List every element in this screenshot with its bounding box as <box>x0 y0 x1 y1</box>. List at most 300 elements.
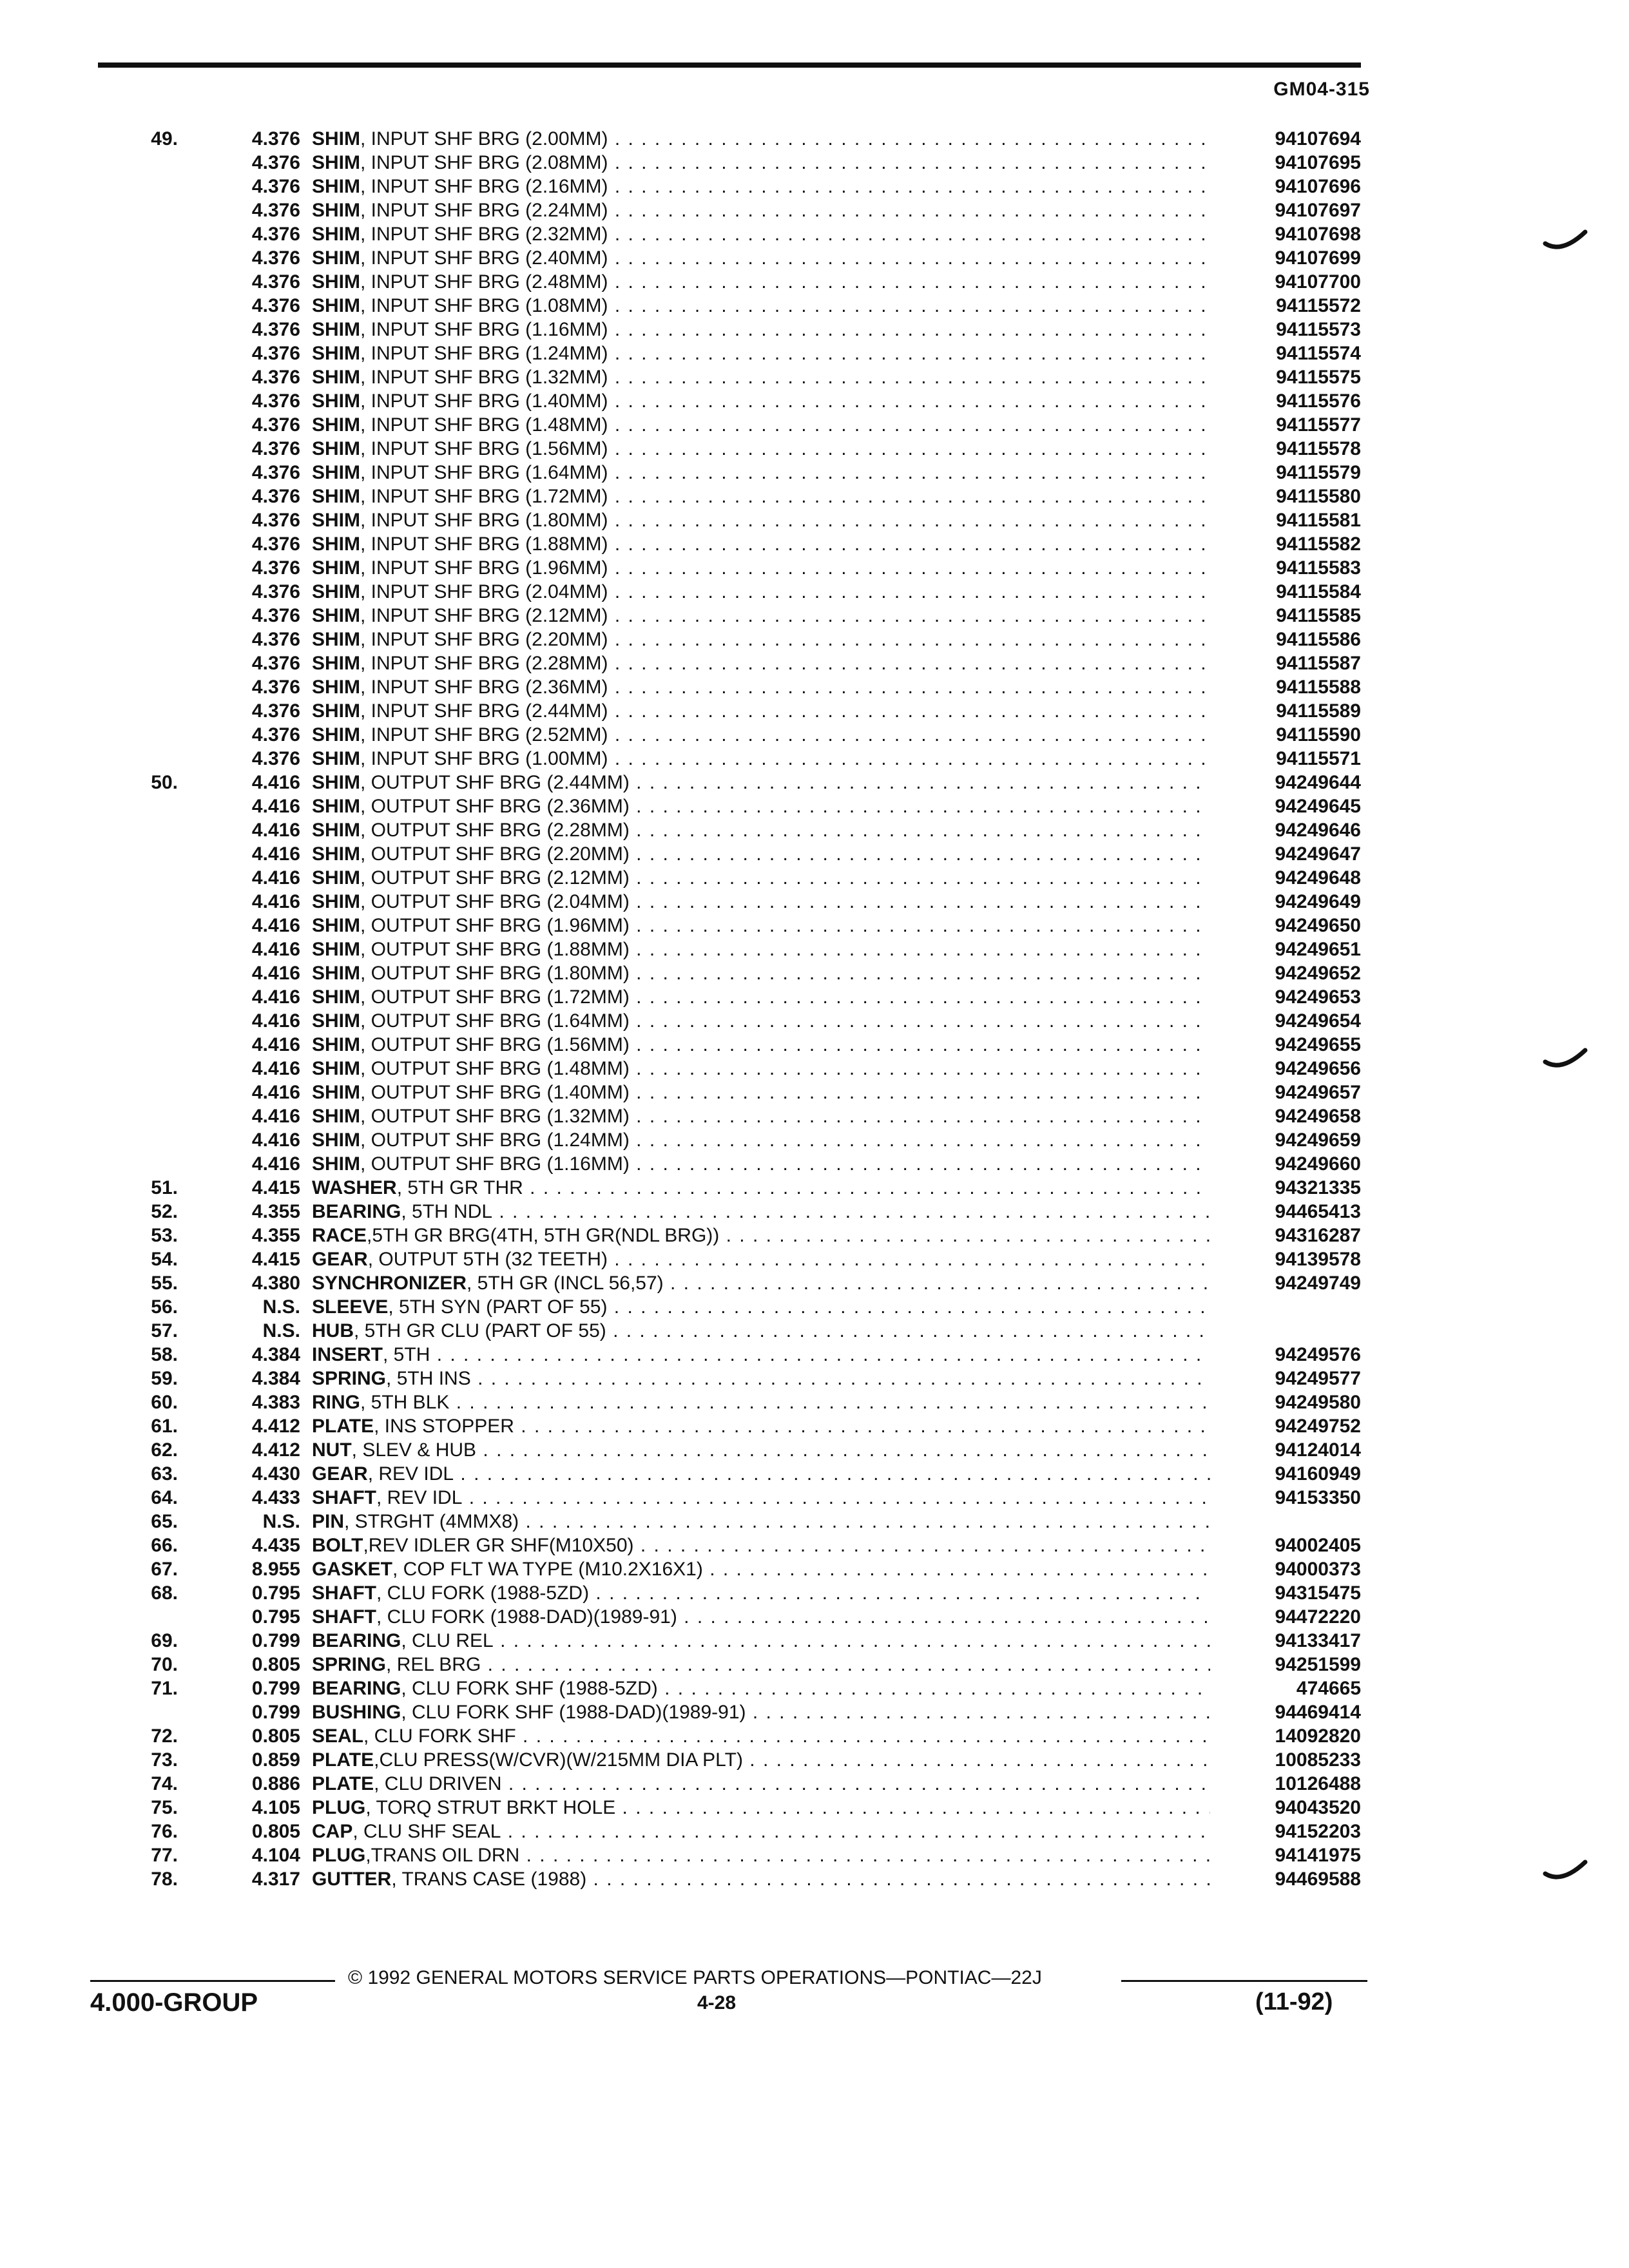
parts-row <box>129 1367 1361 1390</box>
top-rule <box>98 62 1361 68</box>
parts-row <box>129 365 1361 389</box>
group-number: 4.416 <box>251 772 300 793</box>
part-number: 94141975 <box>1275 1845 1361 1866</box>
part-detail: , 5TH GR (INCL 56,57) <box>467 1273 664 1294</box>
footer-date: (11-92) <box>1255 1988 1333 2015</box>
part-detail: , OUTPUT SHF BRG (1.40MM) <box>360 1082 630 1103</box>
part-detail: , OUTPUT SHF BRG (2.20MM) <box>360 843 630 865</box>
part-name: SHIM <box>312 581 360 602</box>
part-description <box>312 175 1210 198</box>
group-number: 4.376 <box>251 414 300 436</box>
part-number: 94249659 <box>1275 1129 1361 1151</box>
parts-row <box>129 794 1361 818</box>
group-number: 0.859 <box>251 1749 300 1771</box>
part-name: BEARING <box>312 1678 401 1699</box>
part-name: SHAFT <box>312 1487 376 1508</box>
parts-row <box>129 628 1361 651</box>
group-number: 4.376 <box>251 677 300 698</box>
part-detail: , 5TH INS <box>386 1368 471 1389</box>
part-description <box>312 127 1210 151</box>
part-description <box>312 413 1210 437</box>
part-name: SHIM <box>312 462 360 483</box>
group-number: 4.416 <box>251 820 300 841</box>
group-number: 4.376 <box>251 295 300 316</box>
part-detail: , COP FLT WA TYPE (M10.2X16X1) <box>392 1559 703 1580</box>
part-description <box>312 1295 1210 1319</box>
part-name: SHIM <box>312 200 360 221</box>
part-name: SHIM <box>312 510 360 531</box>
group-number: 0.799 <box>251 1678 300 1699</box>
parts-row <box>129 961 1361 985</box>
part-description <box>312 1128 1210 1152</box>
part-detail: , INPUT SHF BRG (1.16MM) <box>360 319 608 340</box>
group-number: 4.376 <box>251 629 300 650</box>
part-detail: , OUTPUT SHF BRG (1.24MM) <box>360 1129 630 1151</box>
part-name: SHIM <box>312 820 360 841</box>
parts-row <box>129 1104 1361 1128</box>
part-description <box>312 723 1210 747</box>
part-name: SHIM <box>312 295 360 316</box>
item-number: 59. <box>151 1368 178 1389</box>
part-number: 94000373 <box>1275 1559 1361 1580</box>
part-name: GASKET <box>312 1559 393 1580</box>
parts-row <box>129 1533 1361 1557</box>
part-description <box>312 294 1210 318</box>
part-detail: , INPUT SHF BRG (2.24MM) <box>360 200 608 221</box>
group-number: 0.805 <box>251 1821 300 1842</box>
group-number: 4.104 <box>251 1845 300 1866</box>
part-detail: , INPUT SHF BRG (2.28MM) <box>360 653 608 674</box>
part-description <box>312 1700 1210 1724</box>
part-description <box>312 1629 1210 1653</box>
group-number: 4.376 <box>251 224 300 245</box>
parts-row <box>129 1152 1361 1176</box>
parts-row <box>129 914 1361 937</box>
part-description <box>312 771 1210 794</box>
group-number: 4.376 <box>251 271 300 293</box>
margin-check-mark <box>1543 1044 1588 1072</box>
part-detail: , TORQ STRUT BRKT HOLE <box>365 1797 616 1818</box>
part-description <box>312 1677 1210 1700</box>
part-number: 94152203 <box>1275 1821 1361 1842</box>
part-name: SHIM <box>312 772 360 793</box>
part-name: SHIM <box>312 319 360 340</box>
part-number: 94316287 <box>1275 1225 1361 1246</box>
part-name: SLEEVE <box>312 1296 389 1318</box>
parts-row <box>129 604 1361 628</box>
parts-row <box>129 175 1361 198</box>
item-number: 54. <box>151 1249 178 1270</box>
parts-row <box>129 1081 1361 1104</box>
group-number: 4.416 <box>251 939 300 960</box>
group-number: 4.376 <box>251 438 300 459</box>
part-name: HUB <box>312 1320 354 1341</box>
group-number: 4.416 <box>251 891 300 912</box>
parts-row <box>129 1390 1361 1414</box>
group-number: N.S. <box>262 1320 300 1341</box>
part-detail: , INPUT SHF BRG (2.16MM) <box>360 176 608 197</box>
part-number: 94115588 <box>1276 677 1361 698</box>
parts-row <box>129 1557 1361 1581</box>
footer-copyright: © 1992 GENERAL MOTORS SERVICE PARTS OPERATIONS—PONTIAC—22J <box>348 1967 1042 1988</box>
part-number: 94249576 <box>1275 1344 1361 1365</box>
part-name: GEAR <box>312 1249 368 1270</box>
item-number: 69. <box>151 1630 178 1651</box>
part-description <box>312 1319 1210 1343</box>
part-name: SHIM <box>312 390 360 412</box>
part-detail: , OUTPUT SHF BRG (1.32MM) <box>360 1106 630 1127</box>
part-detail: , INPUT SHF BRG (2.12MM) <box>360 605 608 626</box>
part-detail: , INPUT SHF BRG (1.48MM) <box>360 414 608 436</box>
part-description <box>312 890 1210 914</box>
group-number: 0.886 <box>251 1773 300 1794</box>
part-description <box>312 1367 1210 1390</box>
part-detail: , INPUT SHF BRG (1.24MM) <box>360 343 608 364</box>
parts-row <box>129 1486 1361 1510</box>
parts-row <box>129 747 1361 771</box>
group-number: N.S. <box>262 1296 300 1318</box>
part-name: SHIM <box>312 128 360 149</box>
group-number: 0.795 <box>251 1606 300 1628</box>
group-number: 4.416 <box>251 1106 300 1127</box>
group-number: 4.376 <box>251 605 300 626</box>
part-description <box>312 1176 1210 1200</box>
part-detail: , INPUT SHF BRG (2.48MM) <box>360 271 608 293</box>
part-description <box>312 437 1210 461</box>
part-name: SHIM <box>312 557 360 579</box>
parts-row <box>129 866 1361 890</box>
part-detail: ,TRANS OIL DRN <box>365 1845 520 1866</box>
group-number: 4.317 <box>251 1869 300 1890</box>
part-description <box>312 1462 1210 1486</box>
group-number: N.S. <box>262 1511 300 1532</box>
part-detail: , INPUT SHF BRG (1.88MM) <box>360 533 608 555</box>
part-detail: , OUTPUT SHF BRG (1.96MM) <box>360 915 630 936</box>
part-name: SHIM <box>312 986 360 1008</box>
group-number: 4.416 <box>251 1153 300 1175</box>
parts-row <box>129 1796 1361 1820</box>
footer-rule-left <box>90 1980 335 1982</box>
part-number: 94115573 <box>1276 319 1361 340</box>
part-name: SHIM <box>312 1058 360 1079</box>
group-number: 4.415 <box>251 1249 300 1270</box>
group-number: 4.416 <box>251 986 300 1008</box>
part-detail: , 5TH BLK <box>360 1392 450 1413</box>
item-number: 66. <box>151 1535 178 1556</box>
group-number: 4.376 <box>251 390 300 412</box>
parts-row <box>129 1009 1361 1033</box>
part-name: RING <box>312 1392 360 1413</box>
part-detail: , OUTPUT SHF BRG (1.48MM) <box>360 1058 630 1079</box>
part-detail: , CLU FORK SHF <box>363 1725 516 1747</box>
part-name: NUT <box>312 1439 352 1461</box>
part-detail: , INPUT SHF BRG (2.32MM) <box>360 224 608 245</box>
part-number: 94124014 <box>1275 1439 1361 1461</box>
part-number: 14092820 <box>1275 1725 1361 1747</box>
part-name: PIN <box>312 1511 345 1532</box>
parts-row <box>129 1677 1361 1700</box>
part-description <box>312 461 1210 485</box>
part-number: 94249649 <box>1275 891 1361 912</box>
part-number: 94249752 <box>1275 1416 1361 1437</box>
part-name: PLATE <box>312 1773 374 1794</box>
group-number: 4.416 <box>251 963 300 984</box>
part-detail: , 5TH GR THR <box>396 1177 523 1198</box>
part-number: 94115576 <box>1276 390 1361 412</box>
part-name: SEAL <box>312 1725 364 1747</box>
part-number: 94115581 <box>1276 510 1361 531</box>
part-description <box>312 556 1210 580</box>
group-number: 4.376 <box>251 557 300 579</box>
part-description <box>312 818 1210 842</box>
part-description <box>312 961 1210 985</box>
document-code: GM04-315 <box>1273 79 1370 100</box>
part-number: 94249653 <box>1275 986 1361 1008</box>
part-number: 94115585 <box>1276 605 1361 626</box>
part-name: SHIM <box>312 1153 360 1175</box>
part-name: SHIM <box>312 963 360 984</box>
part-description <box>312 365 1210 389</box>
parts-row <box>129 198 1361 222</box>
part-number: 94115575 <box>1276 367 1361 388</box>
part-name: GEAR <box>312 1463 368 1485</box>
group-number: 4.430 <box>251 1463 300 1485</box>
part-detail: , INPUT SHF BRG (2.52MM) <box>360 724 608 745</box>
group-number: 4.376 <box>251 152 300 173</box>
part-detail: , INPUT SHF BRG (2.08MM) <box>360 152 608 173</box>
part-name: SHIM <box>312 677 360 698</box>
part-description <box>312 1772 1210 1796</box>
part-description <box>312 1724 1210 1748</box>
parts-row <box>129 1200 1361 1224</box>
group-number: 4.416 <box>251 1082 300 1103</box>
part-description <box>312 270 1210 294</box>
part-description <box>312 651 1210 675</box>
part-number: 94107697 <box>1275 200 1361 221</box>
part-detail: , INPUT SHF BRG (1.64MM) <box>360 462 608 483</box>
part-description <box>312 1271 1210 1295</box>
part-description <box>312 1033 1210 1057</box>
part-detail: , OUTPUT SHF BRG (1.72MM) <box>360 986 630 1008</box>
part-description <box>312 1653 1210 1677</box>
parts-row <box>129 937 1361 961</box>
group-number: 4.416 <box>251 1129 300 1151</box>
part-number: 94153350 <box>1275 1487 1361 1508</box>
part-detail: , OUTPUT SHF BRG (2.12MM) <box>360 867 630 889</box>
part-name: CAP <box>312 1821 353 1842</box>
part-number: 94249650 <box>1275 915 1361 936</box>
item-number: 58. <box>151 1344 178 1365</box>
part-number: 94249651 <box>1275 939 1361 960</box>
parts-row <box>129 1462 1361 1486</box>
group-number: 4.415 <box>251 1177 300 1198</box>
group-number: 4.376 <box>251 367 300 388</box>
part-number: 94249656 <box>1275 1058 1361 1079</box>
part-description <box>312 389 1210 413</box>
part-number: 94115577 <box>1276 414 1361 436</box>
part-number: 94043520 <box>1275 1797 1361 1818</box>
item-number: 75. <box>151 1797 178 1818</box>
part-detail: , INPUT SHF BRG (1.72MM) <box>360 486 608 507</box>
part-name: BUSHING <box>312 1702 401 1723</box>
part-number: 94115574 <box>1276 343 1361 364</box>
group-number: 0.799 <box>251 1702 300 1723</box>
part-name: SHAFT <box>312 1582 376 1604</box>
item-number: 73. <box>151 1749 178 1771</box>
parts-row <box>129 246 1361 270</box>
part-description <box>312 580 1210 604</box>
parts-row <box>129 842 1361 866</box>
part-name: SHIM <box>312 939 360 960</box>
part-detail: , INPUT SHF BRG (1.96MM) <box>360 557 608 579</box>
part-number: 94107700 <box>1275 271 1361 293</box>
part-detail: , OUTPUT 5TH (32 TEETH) <box>367 1249 608 1270</box>
parts-row <box>129 1057 1361 1081</box>
group-number: 4.412 <box>251 1416 300 1437</box>
part-name: SHIM <box>312 1129 360 1151</box>
parts-row <box>129 437 1361 461</box>
part-name: WASHER <box>312 1177 397 1198</box>
item-number: 68. <box>151 1582 178 1604</box>
part-name: SHIM <box>312 533 360 555</box>
part-number: 94249657 <box>1275 1082 1361 1103</box>
item-number: 77. <box>151 1845 178 1866</box>
part-number: 94115589 <box>1276 700 1361 722</box>
item-number: 53. <box>151 1225 178 1246</box>
group-number: 4.416 <box>251 1034 300 1055</box>
part-name: SHIM <box>312 152 360 173</box>
part-name: SHIM <box>312 367 360 388</box>
item-number: 67. <box>151 1559 178 1580</box>
group-number: 0.795 <box>251 1582 300 1604</box>
part-number: 94249654 <box>1275 1010 1361 1032</box>
item-number: 56. <box>151 1296 178 1318</box>
part-number: 94115578 <box>1276 438 1361 459</box>
item-number: 64. <box>151 1487 178 1508</box>
group-number: 4.376 <box>251 486 300 507</box>
parts-row <box>129 461 1361 485</box>
parts-row <box>129 1843 1361 1867</box>
part-detail: , CLU FORK (1988-DAD)(1989-91) <box>376 1606 677 1628</box>
margin-check-mark <box>1543 1856 1588 1884</box>
part-description <box>312 866 1210 890</box>
part-number: 94251599 <box>1275 1654 1361 1675</box>
part-detail: , OUTPUT SHF BRG (2.44MM) <box>360 772 630 793</box>
parts-row <box>129 1653 1361 1677</box>
part-detail: , INPUT SHF BRG (1.32MM) <box>360 367 608 388</box>
part-detail: , CLU FORK SHF (1988-5ZD) <box>401 1678 658 1699</box>
parts-row <box>129 1867 1361 1891</box>
group-number: 4.376 <box>251 653 300 674</box>
item-number: 55. <box>151 1273 178 1294</box>
part-name: BOLT <box>312 1535 363 1556</box>
part-detail: , SLEV & HUB <box>351 1439 477 1461</box>
part-name: SHIM <box>312 891 360 912</box>
parts-row <box>129 818 1361 842</box>
parts-row <box>129 1772 1361 1796</box>
part-detail: , INPUT SHF BRG (1.80MM) <box>360 510 608 531</box>
group-number: 4.376 <box>251 319 300 340</box>
part-number: 94249660 <box>1275 1153 1361 1175</box>
item-number: 51. <box>151 1177 178 1198</box>
part-name: SHIM <box>312 1034 360 1055</box>
part-number: 10126488 <box>1275 1773 1361 1794</box>
group-number: 4.376 <box>251 510 300 531</box>
part-number: 94107699 <box>1275 247 1361 269</box>
part-description <box>312 1414 1210 1438</box>
group-number: 4.376 <box>251 343 300 364</box>
part-detail: , INPUT SHF BRG (2.36MM) <box>360 677 608 698</box>
group-number: 8.955 <box>251 1559 300 1580</box>
group-number: 4.416 <box>251 843 300 865</box>
part-description <box>312 1843 1210 1867</box>
part-description <box>312 1152 1210 1176</box>
part-description <box>312 508 1210 532</box>
part-detail: ,REV IDLER GR SHF(M10X50) <box>363 1535 634 1556</box>
part-detail: , OUTPUT SHF BRG (1.80MM) <box>360 963 630 984</box>
item-number: 74. <box>151 1773 178 1794</box>
part-detail: , CLU SHF SEAL <box>352 1821 501 1842</box>
part-description <box>312 1200 1210 1224</box>
part-description <box>312 1224 1210 1247</box>
parts-row <box>129 699 1361 723</box>
part-description <box>312 1557 1210 1581</box>
part-number: 94249577 <box>1275 1368 1361 1389</box>
parts-row <box>129 580 1361 604</box>
part-number: 94469588 <box>1275 1869 1361 1890</box>
part-number: 94133417 <box>1275 1630 1361 1651</box>
part-description <box>312 1605 1210 1629</box>
part-detail: ,CLU PRESS(W/CVR)(W/215MM DIA PLT) <box>374 1749 743 1771</box>
group-number: 4.105 <box>251 1797 300 1818</box>
part-number: 94249652 <box>1275 963 1361 984</box>
footer-group-label: 4.000-GROUP <box>90 1988 258 2017</box>
part-description <box>312 1533 1210 1557</box>
part-description <box>312 1510 1210 1533</box>
parts-row <box>129 1581 1361 1605</box>
part-name: SHIM <box>312 1106 360 1127</box>
part-number: 94115582 <box>1276 533 1361 555</box>
group-number: 0.805 <box>251 1725 300 1747</box>
parts-row <box>129 1224 1361 1247</box>
parts-row <box>129 1629 1361 1653</box>
part-name: SHIM <box>312 247 360 269</box>
part-name: SHIM <box>312 796 360 817</box>
group-number: 0.805 <box>251 1654 300 1675</box>
parts-row <box>129 1033 1361 1057</box>
parts-row <box>129 1414 1361 1438</box>
group-number: 4.412 <box>251 1439 300 1461</box>
group-number: 4.376 <box>251 176 300 197</box>
part-number: 94115587 <box>1276 653 1361 674</box>
parts-row <box>129 1700 1361 1724</box>
part-name: SPRING <box>312 1368 387 1389</box>
part-number: 94249647 <box>1275 843 1361 865</box>
part-detail: , OUTPUT SHF BRG (1.16MM) <box>360 1153 630 1175</box>
part-name: PLUG <box>312 1845 366 1866</box>
parts-row <box>129 1319 1361 1343</box>
part-description <box>312 1867 1210 1891</box>
part-number: 94107696 <box>1275 176 1361 197</box>
part-number: 94115586 <box>1276 629 1361 650</box>
group-number: 4.376 <box>251 581 300 602</box>
group-number: 4.355 <box>251 1225 300 1246</box>
part-name: SHIM <box>312 843 360 865</box>
parts-row <box>129 318 1361 341</box>
group-number: 4.376 <box>251 724 300 745</box>
item-number: 76. <box>151 1821 178 1842</box>
parts-row <box>129 675 1361 699</box>
